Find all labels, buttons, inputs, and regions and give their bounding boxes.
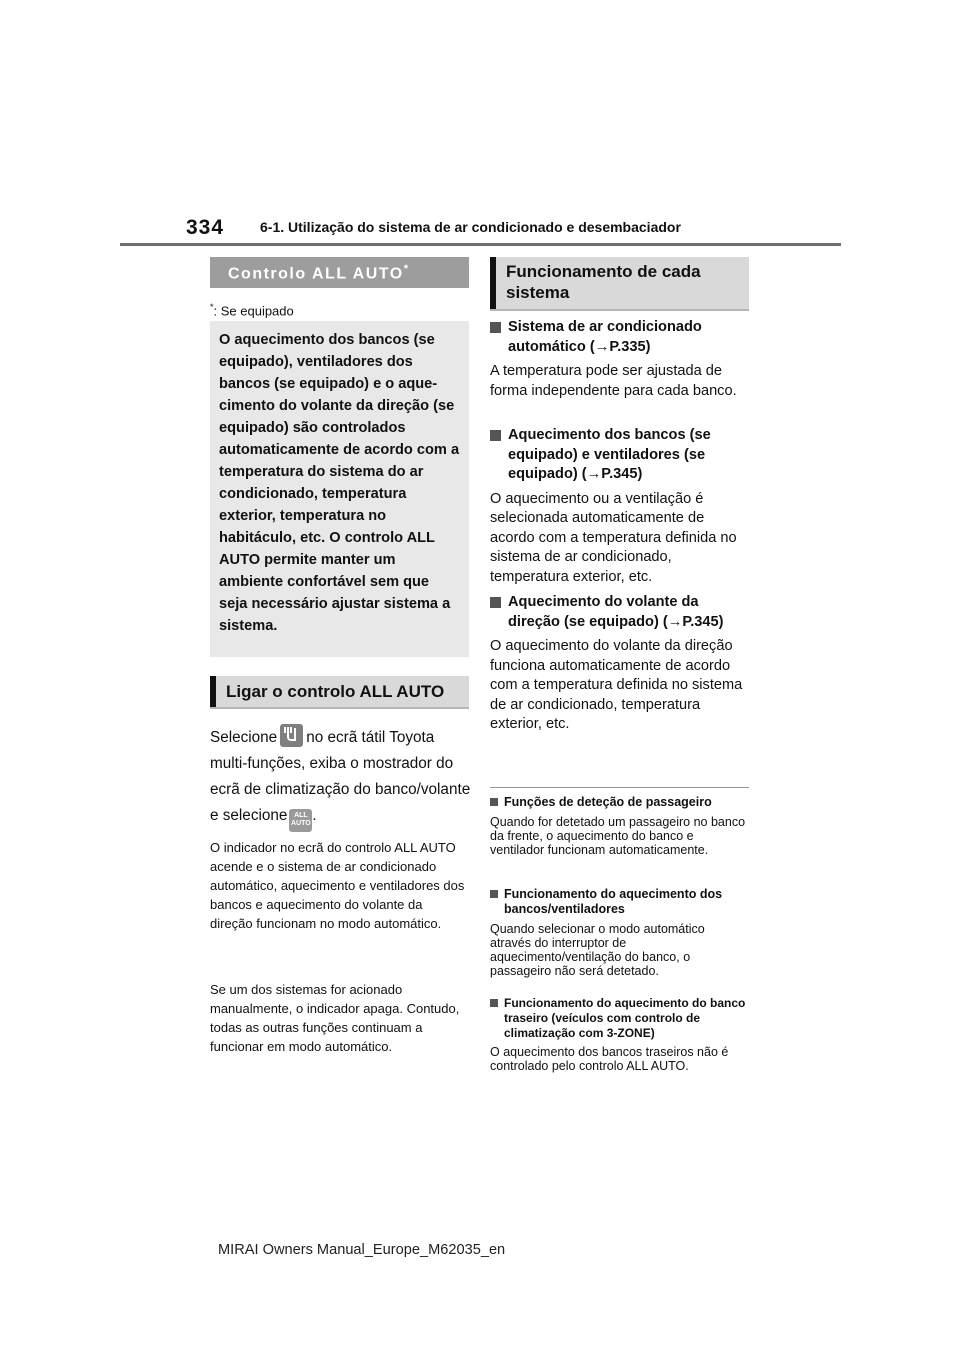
item-steering-heating bbox=[490, 593, 745, 735]
item-title: Aquecimento dos bancos (se equipado) e ventiladores (se equipado) (→P.345) bbox=[490, 426, 745, 485]
note-title: Funções de deteção de passageiro bbox=[490, 795, 748, 810]
item-text: A temperatura pode ser ajustada de forma independente para cada banco. bbox=[490, 363, 737, 399]
item-text: O aquecimento ou a ventilação é selecionada automaticamente de acordo com a temperatura definida no sistema de ar condicionado, temperatura exterior, etc. bbox=[490, 490, 737, 585]
heading-underline bbox=[490, 309, 749, 311]
footer-text: MIRAI Owners Manual_Europe_M62035_en bbox=[218, 1242, 506, 1258]
item-seat-heating bbox=[490, 426, 745, 587]
item-ac bbox=[490, 318, 745, 401]
asterisk-mark: * bbox=[403, 263, 408, 275]
heading-underline bbox=[210, 707, 469, 709]
note-title: Funcionamento do aquecimento dos bancos/ventiladores bbox=[490, 887, 748, 917]
section-title: Controlo ALL AUTO bbox=[228, 265, 404, 283]
note-seat-ventilation bbox=[490, 887, 748, 978]
header-rule bbox=[120, 243, 841, 246]
note-text: Quando for detetado um passageiro no banco da frente, o aquecimento do banco e ventilador funcionam automaticamente. bbox=[490, 815, 746, 857]
page-number: 334 bbox=[186, 216, 225, 239]
section-title: Ligar o controlo ALL AUTO bbox=[226, 682, 445, 701]
section-heading-funcionamento bbox=[490, 257, 749, 309]
all-auto-icon: ALL AUTO bbox=[289, 809, 312, 832]
intro-box bbox=[210, 321, 469, 657]
note-manual: Se um dos sistemas for acionado manualmente, o indicador apaga. Contudo, todas as outras funções continuam a funcionar em modo automático. bbox=[210, 982, 460, 1054]
intro-text: O aquecimento dos bancos (se equipado), ventiladores dos bancos (se equipado) e o aque-cimento do volante da direção (se equipado) são controlados automaticamente de acordo com a temperatura do sistema do ar condicionado, temperatura exterior, temperatura no habitáculo, etc. O controlo ALL AUTO permite manter um ambiente confortável sem que seja necessário ajustar sistema a sistema. bbox=[219, 332, 460, 634]
seat-climate-icon bbox=[280, 724, 303, 747]
chapter-title: 6-1. Utilização do sistema de ar condicionado e desembaciador bbox=[260, 219, 681, 235]
item-title: Aquecimento do volante da direção (se equipado) (→P.345) bbox=[490, 593, 745, 632]
section-heading-ligar bbox=[210, 676, 469, 707]
section-title: Funcionamento de cada sistema bbox=[506, 262, 701, 302]
section-heading-all-auto bbox=[210, 257, 469, 288]
item-text: O aquecimento do volante da direção funciona automaticamente de acordo com a temperatura definida no sistema de ar condicionado, temperatura exterior, etc. bbox=[490, 638, 743, 732]
item-title: Sistema de ar condicionado automático (→P.335) bbox=[490, 318, 745, 357]
note-passenger-detection bbox=[490, 795, 748, 857]
footnote: *: Se equipado bbox=[210, 302, 294, 319]
note-text: Quando selecionar o modo automático através do interruptor de aquecimento/ventilação do banco, o passageiro não será detetado. bbox=[490, 922, 705, 978]
note-text: O aquecimento dos bancos traseiros não é controlado pelo controlo ALL AUTO. bbox=[490, 1045, 729, 1073]
note-indicator: O indicador no ecrã do controlo ALL AUTO acende e o sistema de ar condicionado automático, aquecimento e ventiladores dos bancos e aquecimento do volante da direção funcionam no modo automático. bbox=[210, 840, 465, 931]
note-rear-seat bbox=[490, 996, 748, 1073]
instruction-text: Selecione no ecrã tátil Toyota multi-funções, exiba o mostrador do ecrã de climatização do banco/volante e selecione ALL AUTO . bbox=[210, 724, 472, 832]
notes-divider bbox=[490, 787, 749, 788]
note-title: Funcionamento do aquecimento do banco traseiro (veículos com controlo de climatização com 3-ZONE) bbox=[490, 996, 748, 1041]
